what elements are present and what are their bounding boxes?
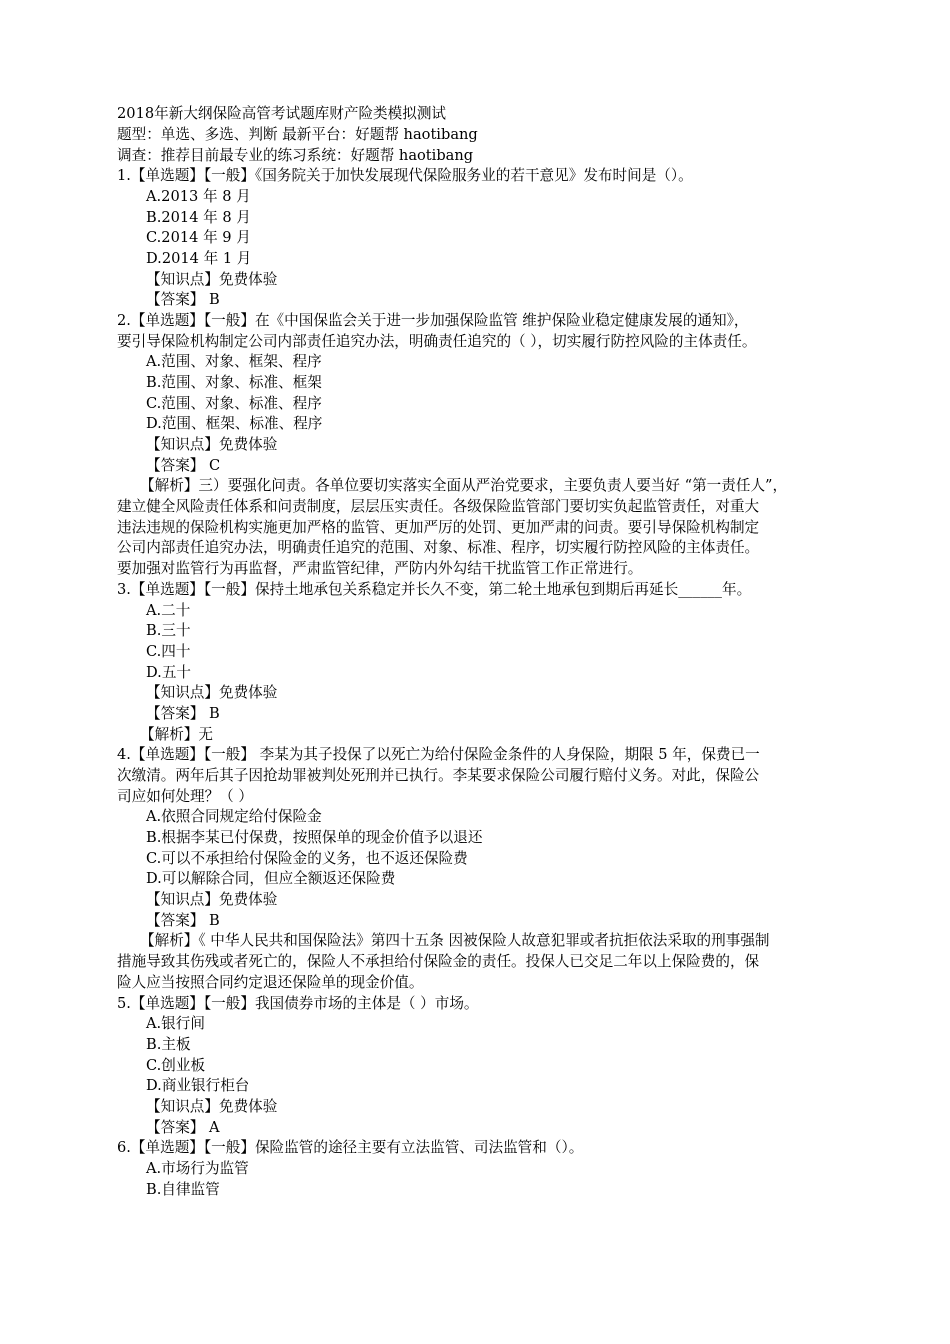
- question-4-option-c: C.可以不承担给付保险金的义务，也不返还保险费: [146, 850, 468, 867]
- question-4-stem-line2: 次缴清。两年后其子因抢劫罪被判处死刑并已执行。李某要求保险公司履行赔付义务。对此，保险公: [117, 767, 760, 784]
- question-2-explanation-line4: 公司内部责任追究办法，明确责任追究的范围、对象、标准、程序，切实履行防控风险的主体责任。: [117, 539, 760, 556]
- question-3-option-d: D.五十: [146, 664, 192, 681]
- doc-title: 2018年新大纲保险高管考试题库财产险类模拟测试: [117, 105, 447, 122]
- question-6-option-b: B.自律监管: [146, 1181, 220, 1198]
- question-1-option-a: A.2013 年 8 月: [146, 188, 251, 205]
- question-6-stem: 6.【单选题】【一般】保险监管的途径主要有立法监管、司法监管和（）。: [117, 1139, 584, 1156]
- question-2-stem-line1: 2.【单选题】【一般】在《中国保监会关于进一步加强保险监管 维护保险业稳定健康发展的通知》，: [117, 312, 749, 329]
- question-5-answer: 【答案】 A: [146, 1119, 220, 1136]
- question-4-explanation-line1: 【解析】《 中华人民共和国保险法》第四十五条 因被保险人故意犯罪或者抗拒依法采取的刑事强制: [140, 932, 770, 949]
- question-3-answer: 【答案】 B: [146, 705, 220, 722]
- question-2-explanation-line1: 【解析】三）要强化问责。各单位要切实落实全面从严治党要求，主要负责人要当好 “第一责任人”，: [140, 477, 788, 494]
- question-2-option-b: B.范围、对象、标准、框架: [146, 374, 322, 391]
- question-6-option-a: A.市场行为监管: [146, 1160, 249, 1177]
- question-4-explanation-line3: 险人应当按照合同约定退还保险单的现金价值。: [117, 974, 424, 991]
- question-4-answer: 【答案】 B: [146, 912, 220, 929]
- question-1-answer: 【答案】 B: [146, 291, 220, 308]
- question-4-stem-line3: 司应如何处理？（ ）: [117, 788, 253, 805]
- question-1-option-d: D.2014 年 1 月: [146, 250, 252, 267]
- question-3-explanation: 【解析】无: [140, 726, 213, 743]
- question-4-stem-line1: 4.【单选题】【一般】 李某为其子投保了以死亡为给付保险金条件的人身保险，期限 5 年，保费已一: [117, 746, 760, 763]
- question-2-answer: 【答案】 C: [146, 457, 221, 474]
- question-1-option-c: C.2014 年 9 月: [146, 229, 251, 246]
- question-4-option-b: B.根据李某已付保费，按照保单的现金价值予以退还: [146, 829, 483, 846]
- question-1-option-b: B.2014 年 8 月: [146, 209, 251, 226]
- question-4-knowledge-point: 【知识点】免费体验: [146, 891, 278, 908]
- question-4-option-a: A.依照合同规定给付保险金: [146, 808, 322, 825]
- question-5-option-b: B.主板: [146, 1036, 191, 1053]
- question-2-option-a: A.范围、对象、框架、程序: [146, 353, 322, 370]
- doc-subtitle-survey: 调查：推荐目前最专业的练习系统：好题帮 haotibang: [117, 147, 474, 164]
- doc-subtitle-types: 题型：单选、多选、判断 最新平台：好题帮 haotibang: [117, 126, 478, 143]
- question-3-option-a: A.二十: [146, 602, 191, 619]
- question-2-stem-line2: 要引导保险机构制定公司内部责任追究办法，明确责任追究的（ ），切实履行防控风险的主体责任。: [117, 333, 757, 350]
- question-3-knowledge-point: 【知识点】免费体验: [146, 684, 278, 701]
- question-1-knowledge-point: 【知识点】免费体验: [146, 271, 278, 288]
- question-3-option-c: C.四十: [146, 643, 191, 660]
- question-3-option-b: B.三十: [146, 622, 191, 639]
- question-2-explanation-line5: 要加强对监管行为再监督，严肃监管纪律，严防内外勾结干扰监管工作正常进行。: [117, 560, 643, 577]
- question-1-stem: 1.【单选题】【一般】《国务院关于加快发展现代保险服务业的若干意见》发布时间是（）。: [117, 167, 693, 184]
- question-2-option-c: C.范围、对象、标准、程序: [146, 395, 322, 412]
- question-5-option-c: C.创业板: [146, 1057, 206, 1074]
- question-5-stem: 5.【单选题】【一般】我国债券市场的主体是（ ）市场。: [117, 995, 479, 1012]
- question-4-explanation-line2: 措施导致其伤残或者死亡的，保险人不承担给付保险金的责任。投保人已交足二年以上保险费的，保: [117, 953, 760, 970]
- question-2-explanation-line3: 违法违规的保险机构实施更加严格的监管、更加严厉的处罚、更加严肃的问责。要引导保险机构制定: [117, 519, 760, 536]
- question-5-option-d: D.商业银行柜台: [146, 1077, 250, 1094]
- question-2-knowledge-point: 【知识点】免费体验: [146, 436, 278, 453]
- question-4-option-d: D.可以解除合同，但应全额返还保险费: [146, 870, 396, 887]
- question-5-knowledge-point: 【知识点】免费体验: [146, 1098, 278, 1115]
- question-5-option-a: A.银行间: [146, 1015, 205, 1032]
- question-3-stem: 3.【单选题】【一般】保持土地承包关系稳定并长久不变，第二轮土地承包到期后再延长______年。: [117, 581, 752, 598]
- question-2-explanation-line2: 建立健全风险责任体系和问责制度，层层压实责任。各级保险监管部门要切实负起监管责任，对重大: [117, 498, 760, 515]
- question-2-option-d: D.范围、框架、标准、程序: [146, 415, 323, 432]
